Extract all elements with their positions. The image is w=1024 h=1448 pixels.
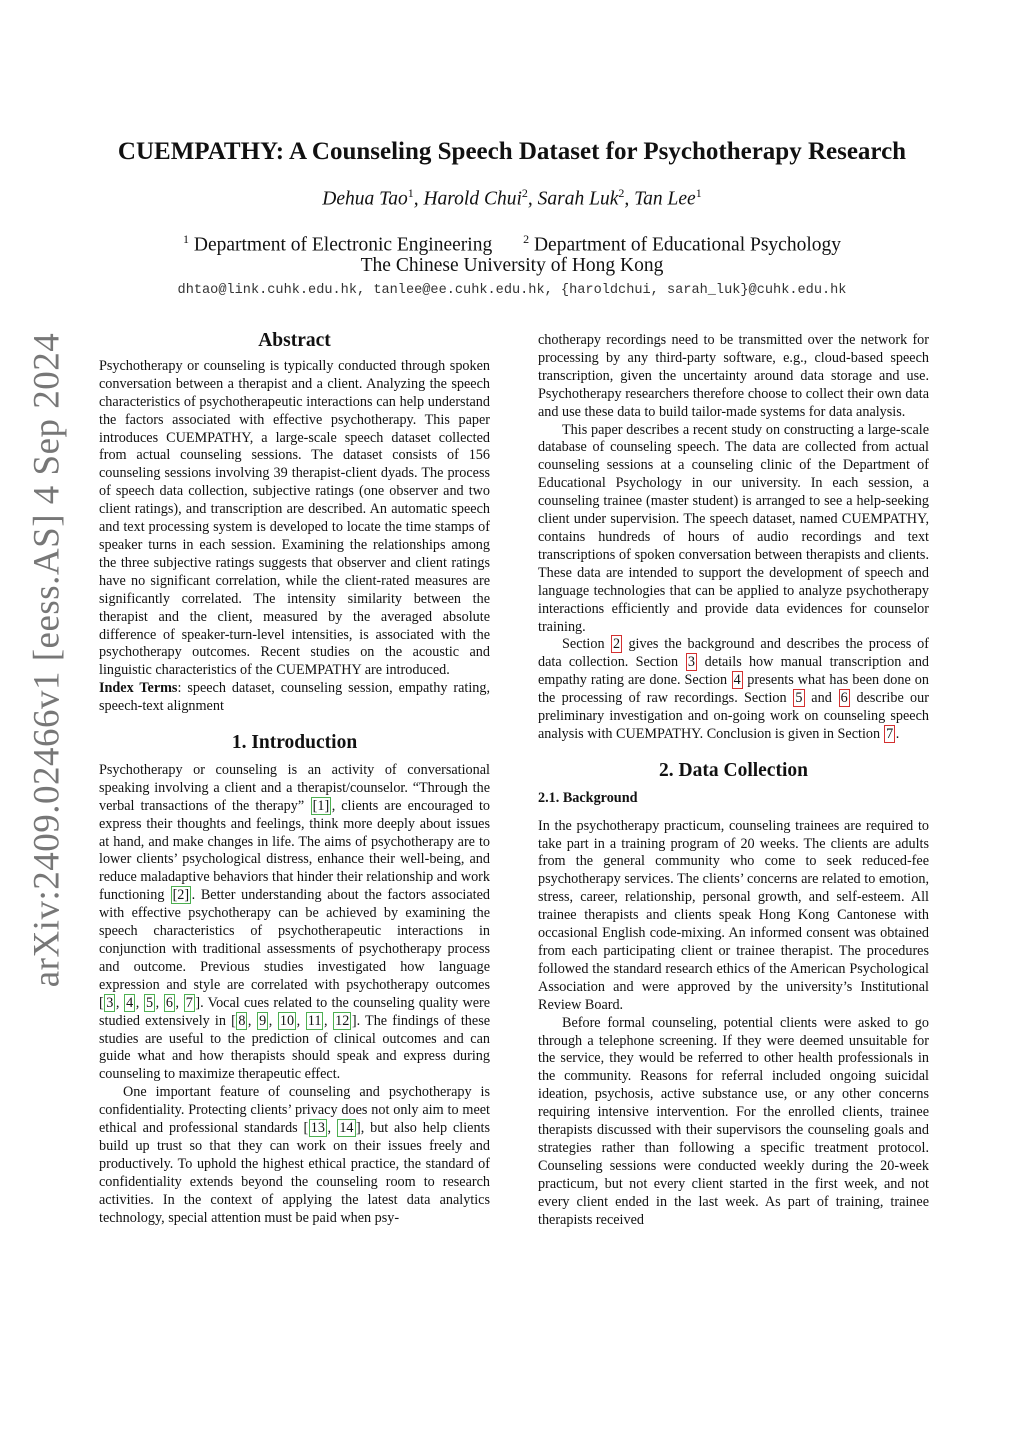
text-run: ], but also help clients build up trust so that they can work on their issues freely and productively. To uphold the highest ethical practice, the standard of confidentiality extends beyond the counseling room to research activities. In the context of applying the latest data analytics technology, special attention must be paid when psy-: [99, 1120, 491, 1226]
citation-link[interactable]: 12: [335, 1012, 350, 1029]
author-name: Tan Lee: [634, 188, 696, 210]
text-run: . Better understanding about the factors associated with effective psychotherapy can be achieved by examining the speech characteristics of psychotherapeutic interactions in conjunction with traditional assessments of psychotherapy process and outcome. Previous studies investigated how language expression and style are correlated with psychotherapy outcomes [: [99, 887, 490, 1011]
left-column: [99, 332, 490, 1228]
section-heading-introduction: 1. Introduction: [231, 732, 358, 754]
section-link[interactable]: 5: [795, 690, 803, 707]
text-run: describe our preliminary investigation and on-going work on counseling speech analysis with CUEMPATHY. Conclusion is given in Section: [538, 690, 929, 742]
index-terms-text: : speech dataset, counseling session, empathy rating, speech-text alignment: [99, 680, 491, 715]
citation-link[interactable]: 14: [339, 1120, 354, 1137]
subsection-heading-background: 2.1. Background: [538, 789, 638, 806]
university: The Chinese University of Hong Kong: [360, 255, 664, 276]
author-name: Sarah Luk: [537, 188, 619, 210]
author-list: Dehua Tao$^1$, Harold Chui$^2$, Sarah Luk$^2$, Tan Lee$^1$: [322, 186, 702, 210]
section-link[interactable]: 3: [687, 654, 695, 671]
citation-link[interactable]: 10: [279, 1012, 295, 1029]
abstract-heading: Abstract: [258, 330, 331, 351]
affiliations: [0, 232, 1024, 257]
section-link[interactable]: 2: [612, 636, 621, 653]
arxiv-identifier: arXiv:2409.02466v1 [eess.AS] 4 Sep 2024: [26, 332, 68, 988]
affiliation-mark: 1: [182, 232, 189, 246]
citation-link[interactable]: 13: [310, 1120, 325, 1137]
citation-link[interactable]: [1]: [312, 797, 330, 814]
section-link[interactable]: 7: [886, 725, 894, 742]
text-run: Psychotherapy or counseling is an activity of conversational speaking involving a client and a therapist/counselor. “Through the verbal transactions of the therapy”: [99, 761, 490, 814]
section-link[interactable]: 6: [840, 690, 848, 707]
text-run: ]. Vocal cues related to the counseling quality were studied extensively in [: [99, 994, 491, 1029]
background-paragraph-2: Before formal counseling, potential clients were asked to go through a telephone screening. If they were deemed unsuitable for the service, they would be referred to other health professionals in the community. Reasons for referral included ongoing suicidal ideation, psychosis, active substance use, or any other concerns requiring intensive intervention. For the enrolled clients, trainee therapists discussed with their supervisors the counseling goals and strategies rather than following a specific treatment protocol. Counseling sessions were conducted weekly during the 20-week practicum, but not every client started in the first week, and not every client ended in the last week. As part of training, trainee therapists received: [538, 1014, 929, 1228]
text-run: .: [895, 725, 900, 742]
citation-link[interactable]: 11: [307, 1012, 322, 1029]
citation-link[interactable]: 3: [106, 994, 114, 1011]
citation-link[interactable]: 4: [126, 994, 134, 1011]
citation-link[interactable]: 7: [185, 994, 193, 1011]
author-affiliation-mark: 2: [618, 186, 625, 200]
text-run: ]. The findings of these studies are useful to the prediction of clinical outcomes and can guide what and how therapists should speak and express during counseling to maximize therapeutic effect.: [99, 1012, 491, 1083]
arxiv-sidebar: [12, 230, 82, 1090]
author-affiliation-mark: 2: [521, 186, 528, 200]
affiliation-2: Department of Educational Psychology: [533, 234, 842, 256]
author-emails[interactable]: dhtao@link.cuhk.edu.hk, tanlee@ee.cuhk.edu.hk, {haroldchui, sarah_luk}@cuhk.edu.hk: [177, 283, 847, 298]
text-run: Section: [562, 636, 611, 653]
text-run: , clients are encouraged to express their thoughts and feelings, think more deeply about issues at hand, and make changes in life. The aims of psychotherapy are to lower clients’ psychological distress, enhance their well-being, and reduce maladaptive behaviors that hinder their relationship and work functioning: [99, 797, 491, 904]
affiliation-1: Department of Electronic Engineering: [193, 234, 493, 256]
abstract-text: Psychotherapy or counseling is typically conducted through spoken conversation between a therapist and a client. Analyzing the speech characteristics of psychotherapeutic interactions can help understand the factors associated with effective psychotherapy. This paper introduces CUEMPATHY, a large-scale speech dataset collected from actual counseling sessions. The dataset consists of 156 counseling sessions involving 39 therapist-client dyads. The process of speech data collection, subjective ratings (one observer and two client ratings), and transcription are described. An automatic speech and text processing system is developed to locate the time stamps of speaker turns in each session. Examining the relationships among the three subjective ratings suggests that observer and client ratings have no significant correlation, while the client-rated measures are significantly correlated. The intensity similarity between the therapist and the client, measured by the averaged absolute difference of speaker-turn-level intensities, is associated with the psychotherapy outcomes. Recent studies on the acoustic and linguistic characteristics of the CUEMPATHY are introduced.: [99, 357, 490, 679]
intro-paragraph-4: [538, 636, 929, 743]
text-run: details how manual transcription and empathy rating are done. Section: [538, 654, 930, 689]
index-terms: [99, 680, 490, 716]
author-affiliation-mark: 1: [407, 186, 414, 200]
background-paragraph-1: In the psychotherapy practicum, counseling trainees are required to take part in a training program of 20 weeks. The clients are adults from the general community who come to seek reduced-fee psychotherapy services. The clients’ concerns are related to emotion, stress, career, relationship, personal growth, and self-esteem. All trainee therapists and clients speak Hong Kong Cantonese with occasional English code-mixing. An informed consent was obtained from each participating client or trainee therapist. The procedures followed the standard research ethics of the American Psychological Association and were approved by the university’s Institutional Review Board.: [538, 817, 929, 1013]
citation-link[interactable]: 6: [165, 994, 173, 1011]
intro-paragraph-2: One important feature of counseling and psychotherapy is confidentiality. Protecting clients’ privacy does not only aim to meet ethical and professional standards [ 13 , 14 ], but also help clients build up trust so that they can work on their issues freely and productively. To uphold the highest ethical practice, the standard of confidentiality extends beyond the counseling room to research activities. In the context of applying the latest data analytics technology, special attention must be paid when psy-: [99, 1084, 491, 1226]
text-run: presents what has been done on the processing of raw recordings. Section: [538, 672, 929, 707]
right-column: [538, 332, 929, 1230]
text-run: gives the background and describes the process of data collection. Section: [538, 636, 929, 671]
section-link[interactable]: 4: [733, 672, 741, 689]
text-run: and: [805, 690, 839, 707]
section-heading-data-collection: 2. Data Collection: [659, 759, 808, 781]
author-affiliation-mark: 1: [695, 186, 702, 200]
intro-paragraph-2-continued: [538, 332, 929, 422]
intro-paragraph-3: This paper describes a recent study on constructing a large-scale database of counseling speech. The data are collected from actual counseling sessions at a counseling clinic of the Department of Educational Psychology in our university. In each session, a counseling trainee (master student) is arranged to see a help-seeking client under supervision. The speech dataset, named CUEMPATHY, contains hundreds of hours of audio recordings and text transcriptions of spoken conversation between therapists and clients. These data are intended to support the development of speech and language technologies that can be applied to analyze psychotherapy interactions efficiently and provide data evidences for counselor training.: [538, 421, 929, 635]
index-terms-label: Index Terms: [99, 680, 178, 697]
author-name: Dehua Tao: [322, 188, 408, 210]
text-run: chotherapy recordings need to be transmitted over the network for processing by any third-party software, e.g., cloud-based speech transcription, given the uncertainty around data storage and use. Psychotherapy researchers therefore choose to collect their own data and use these data to build tailor-made systems for data analysis.: [538, 332, 929, 420]
text-run: One important feature of counseling and psychotherapy is confidentiality. Protecting clients’ privacy does not only aim to meet ethical and professional standards [: [99, 1084, 490, 1137]
affiliation-mark: 2: [523, 232, 530, 246]
paper-title: CUEMPATHY: A Counseling Speech Dataset for Psychotherapy Research: [117, 138, 907, 165]
citation-link[interactable]: 5: [146, 994, 154, 1011]
citation-link[interactable]: [2]: [172, 887, 190, 904]
intro-paragraph-1: Psychotherapy or counseling is an activity of conversational speaking involving a client and a therapist/counselor. “Through the verbal transactions of the therapy” [1] , clients are encouraged to express their thoughts and feelings, think more deeply about issues at hand, and make changes in life. The aims of psychotherapy are to lower clients’ psychological distress, enhance their well-being, and reduce maladaptive behaviors that hinder their relationship and work functioning [2] . Better understanding about the factors associated with effective psychotherapy can be achieved by examining the speech characteristics of psychotherapeutic interactions in conjunction with traditional assessments of psychotherapy process and outcome. Previous studies investigated how language expression and style are correlated with psychotherapy outcomes [ 3 , 4 , 5 , 6 , 7 ]. Vocal cues related to the counseling quality were studied extensively in [ 8 , 9 , 10 , 11 , 12 ]. The findings of these studies are useful to the prediction of clinical outcomes and can guide what and how therapists should speak and express during counseling to maximize therapeutic effect.: [99, 761, 491, 1083]
citation-link[interactable]: 9: [259, 1012, 267, 1029]
citation-link[interactable]: 8: [238, 1012, 246, 1029]
author-name: Harold Chui: [423, 188, 522, 210]
